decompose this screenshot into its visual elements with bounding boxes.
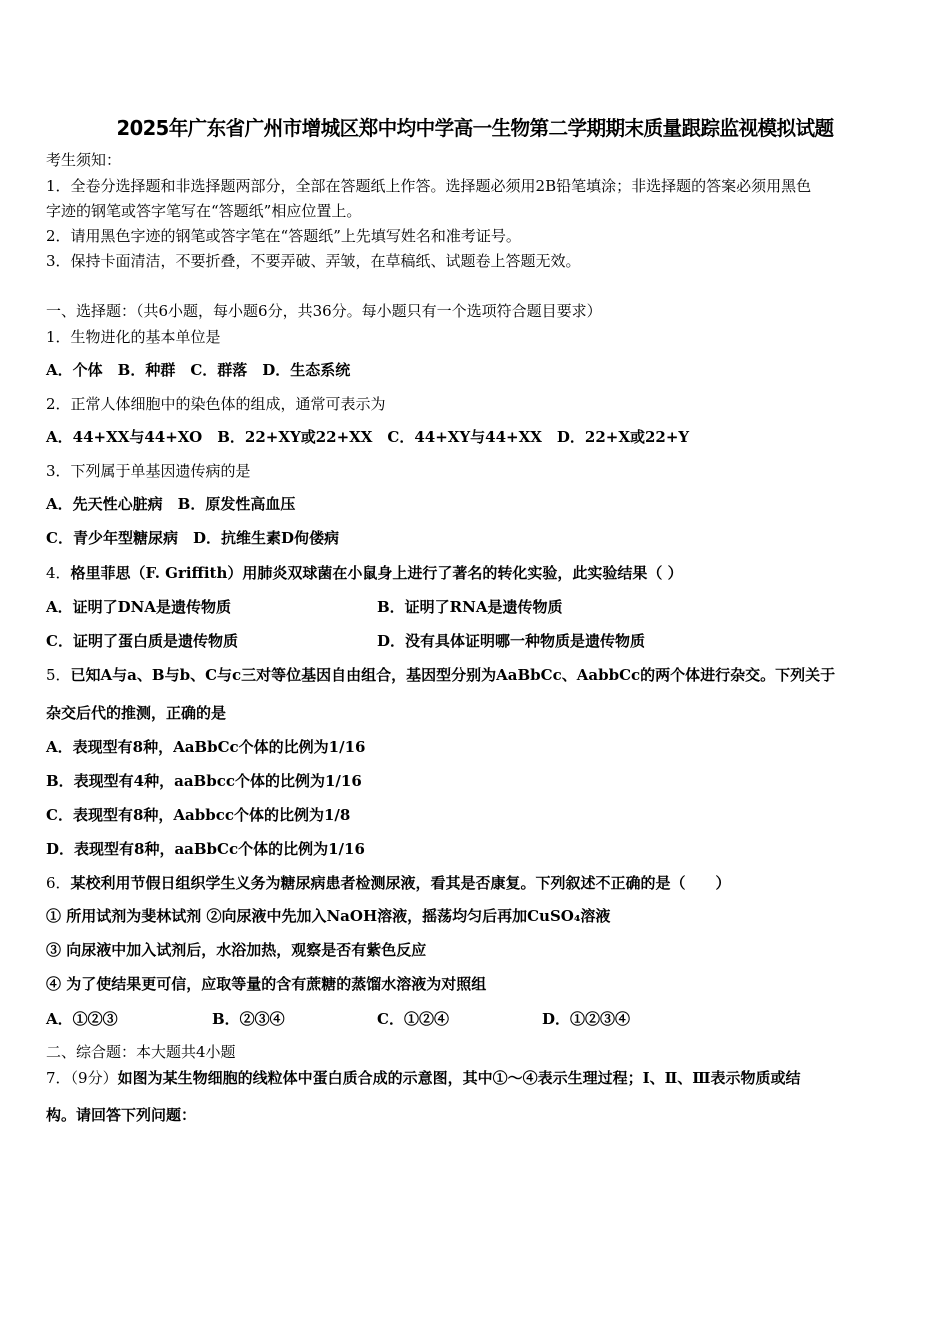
question-text: 正常人体细胞中的染色体的组成，通常可表示为 (70, 395, 386, 413)
question-2 (46, 394, 386, 414)
question-6-statement-3: ③ 向尿液中加入试剂后，水浴加热，观察是否有紫色反应 (46, 941, 427, 959)
question-1-options: A．个体 B．种群 C．群落 D．生态系统 (46, 361, 351, 379)
question-5-option-c: C．表现型有8种，Aabbcc个体的比例为1/8 (46, 806, 351, 824)
notice-heading: 考生须知： (46, 151, 122, 169)
question-6-option-c: C．①②④ (377, 1010, 449, 1028)
question-3 (46, 461, 251, 481)
question-6-statement-1-2: ① 所用试剂为斐林试剂 ②向尿液中先加入NaOH溶液，摇荡均匀后再加CuSO₄溶液 (46, 907, 611, 925)
question-3-options-row-1: A．先天性心脏病 B．原发性高血压 (46, 495, 296, 513)
question-5 (46, 665, 835, 685)
question-text: 某校利用节假日组织学生义务为糖尿病患者检测尿液，看其是否康复。下列叙述不正确的是（ ） (70, 874, 731, 892)
question-7-text-cont: 构。请回答下列问题： (46, 1106, 197, 1124)
question-3-options-row-2: C．青少年型糖尿病 D．抗维生素D佝偻病 (46, 529, 339, 547)
question-6 (46, 873, 731, 893)
question-6-option-a: A．①②③ (46, 1010, 118, 1028)
question-5-text-cont: 杂交后代的推测，正确的是 (46, 704, 227, 722)
question-4-option-d: D．没有具体证明哪一种物质是遗传物质 (377, 632, 646, 650)
question-score: （9分） (70, 1069, 118, 1087)
question-4-option-b: B．证明了RNA是遗传物质 (377, 598, 563, 616)
question-text: 下列属于单基因遗传病的是 (70, 462, 251, 480)
question-6-option-d: D．①②③④ (542, 1010, 631, 1028)
notice-item-1: 1．全卷分选择题和非选择题两部分，全部在答题纸上作答。选择题必须用2B铅笔填涂；非选择题的答案必须用黑色 (46, 177, 812, 195)
question-number: 4． (46, 564, 71, 582)
section-1-heading: 一、选择题：（共6小题，每小题6分，共36分。每小题只有一个选项符合题目要求） (46, 302, 602, 320)
question-4-option-c: C．证明了蛋白质是遗传物质 (46, 632, 238, 650)
question-text: 如图为某生物细胞的线粒体中蛋白质合成的示意图，其中①～④表示生理过程；Ⅰ、Ⅱ、Ⅲ表示物质或结 (117, 1069, 801, 1087)
question-number: 5． (46, 666, 71, 684)
section-2-heading: 二、综合题：本大题共4小题 (46, 1043, 236, 1061)
question-text: 格里菲思（F. Griffith）用肺炎双球菌在小鼠身上进行了著名的转化实验，此实验结果（ ） (70, 564, 683, 582)
question-number: 1． (46, 328, 71, 346)
question-7 (46, 1068, 801, 1088)
question-1 (46, 327, 221, 347)
question-4 (46, 563, 683, 583)
notice-item-3: 3．保持卡面清洁，不要折叠，不要弄破、弄皱，在草稿纸、试题卷上答题无效。 (46, 252, 581, 270)
question-5-option-b: B．表现型有4种，aaBbcc个体的比例为1/16 (46, 772, 362, 790)
question-5-option-a: A．表现型有8种，AaBbCc个体的比例为1/16 (46, 738, 366, 756)
question-number: 3． (46, 462, 71, 480)
question-number: 7． (46, 1069, 71, 1087)
question-number: 6． (46, 874, 71, 892)
question-2-options: A．44+XX与44+XO B．22+XY或22+XX C．44+XY与44+XX D．22+X或22+Y (46, 428, 690, 446)
notice-item-1-cont: 字迹的钢笔或答字笔写在“答题纸”相应位置上。 (46, 202, 362, 220)
question-6-option-b: B．②③④ (212, 1010, 285, 1028)
notice-item-2: 2．请用黑色字迹的钢笔或答字笔在“答题纸”上先填写姓名和准考证号。 (46, 227, 521, 245)
question-5-option-d: D．表现型有8种，aaBbCc个体的比例为1/16 (46, 840, 365, 858)
question-4-option-a: A．证明了DNA是遗传物质 (46, 598, 231, 616)
question-6-statement-4: ④ 为了使结果更可信，应取等量的含有蔗糖的蒸馏水溶液为对照组 (46, 975, 487, 993)
question-number: 2． (46, 395, 71, 413)
exam-title: 2025年广东省广州市增城区郑中均中学高一生物第二学期期末质量跟踪监视模拟试题 (116, 116, 834, 140)
question-text: 生物进化的基本单位是 (70, 328, 221, 346)
question-text: 已知A与a、B与b、C与c三对等位基因自由组合，基因型分别为AaBbCc、AabbCc的两个体进行杂交。下列关于 (70, 666, 836, 684)
